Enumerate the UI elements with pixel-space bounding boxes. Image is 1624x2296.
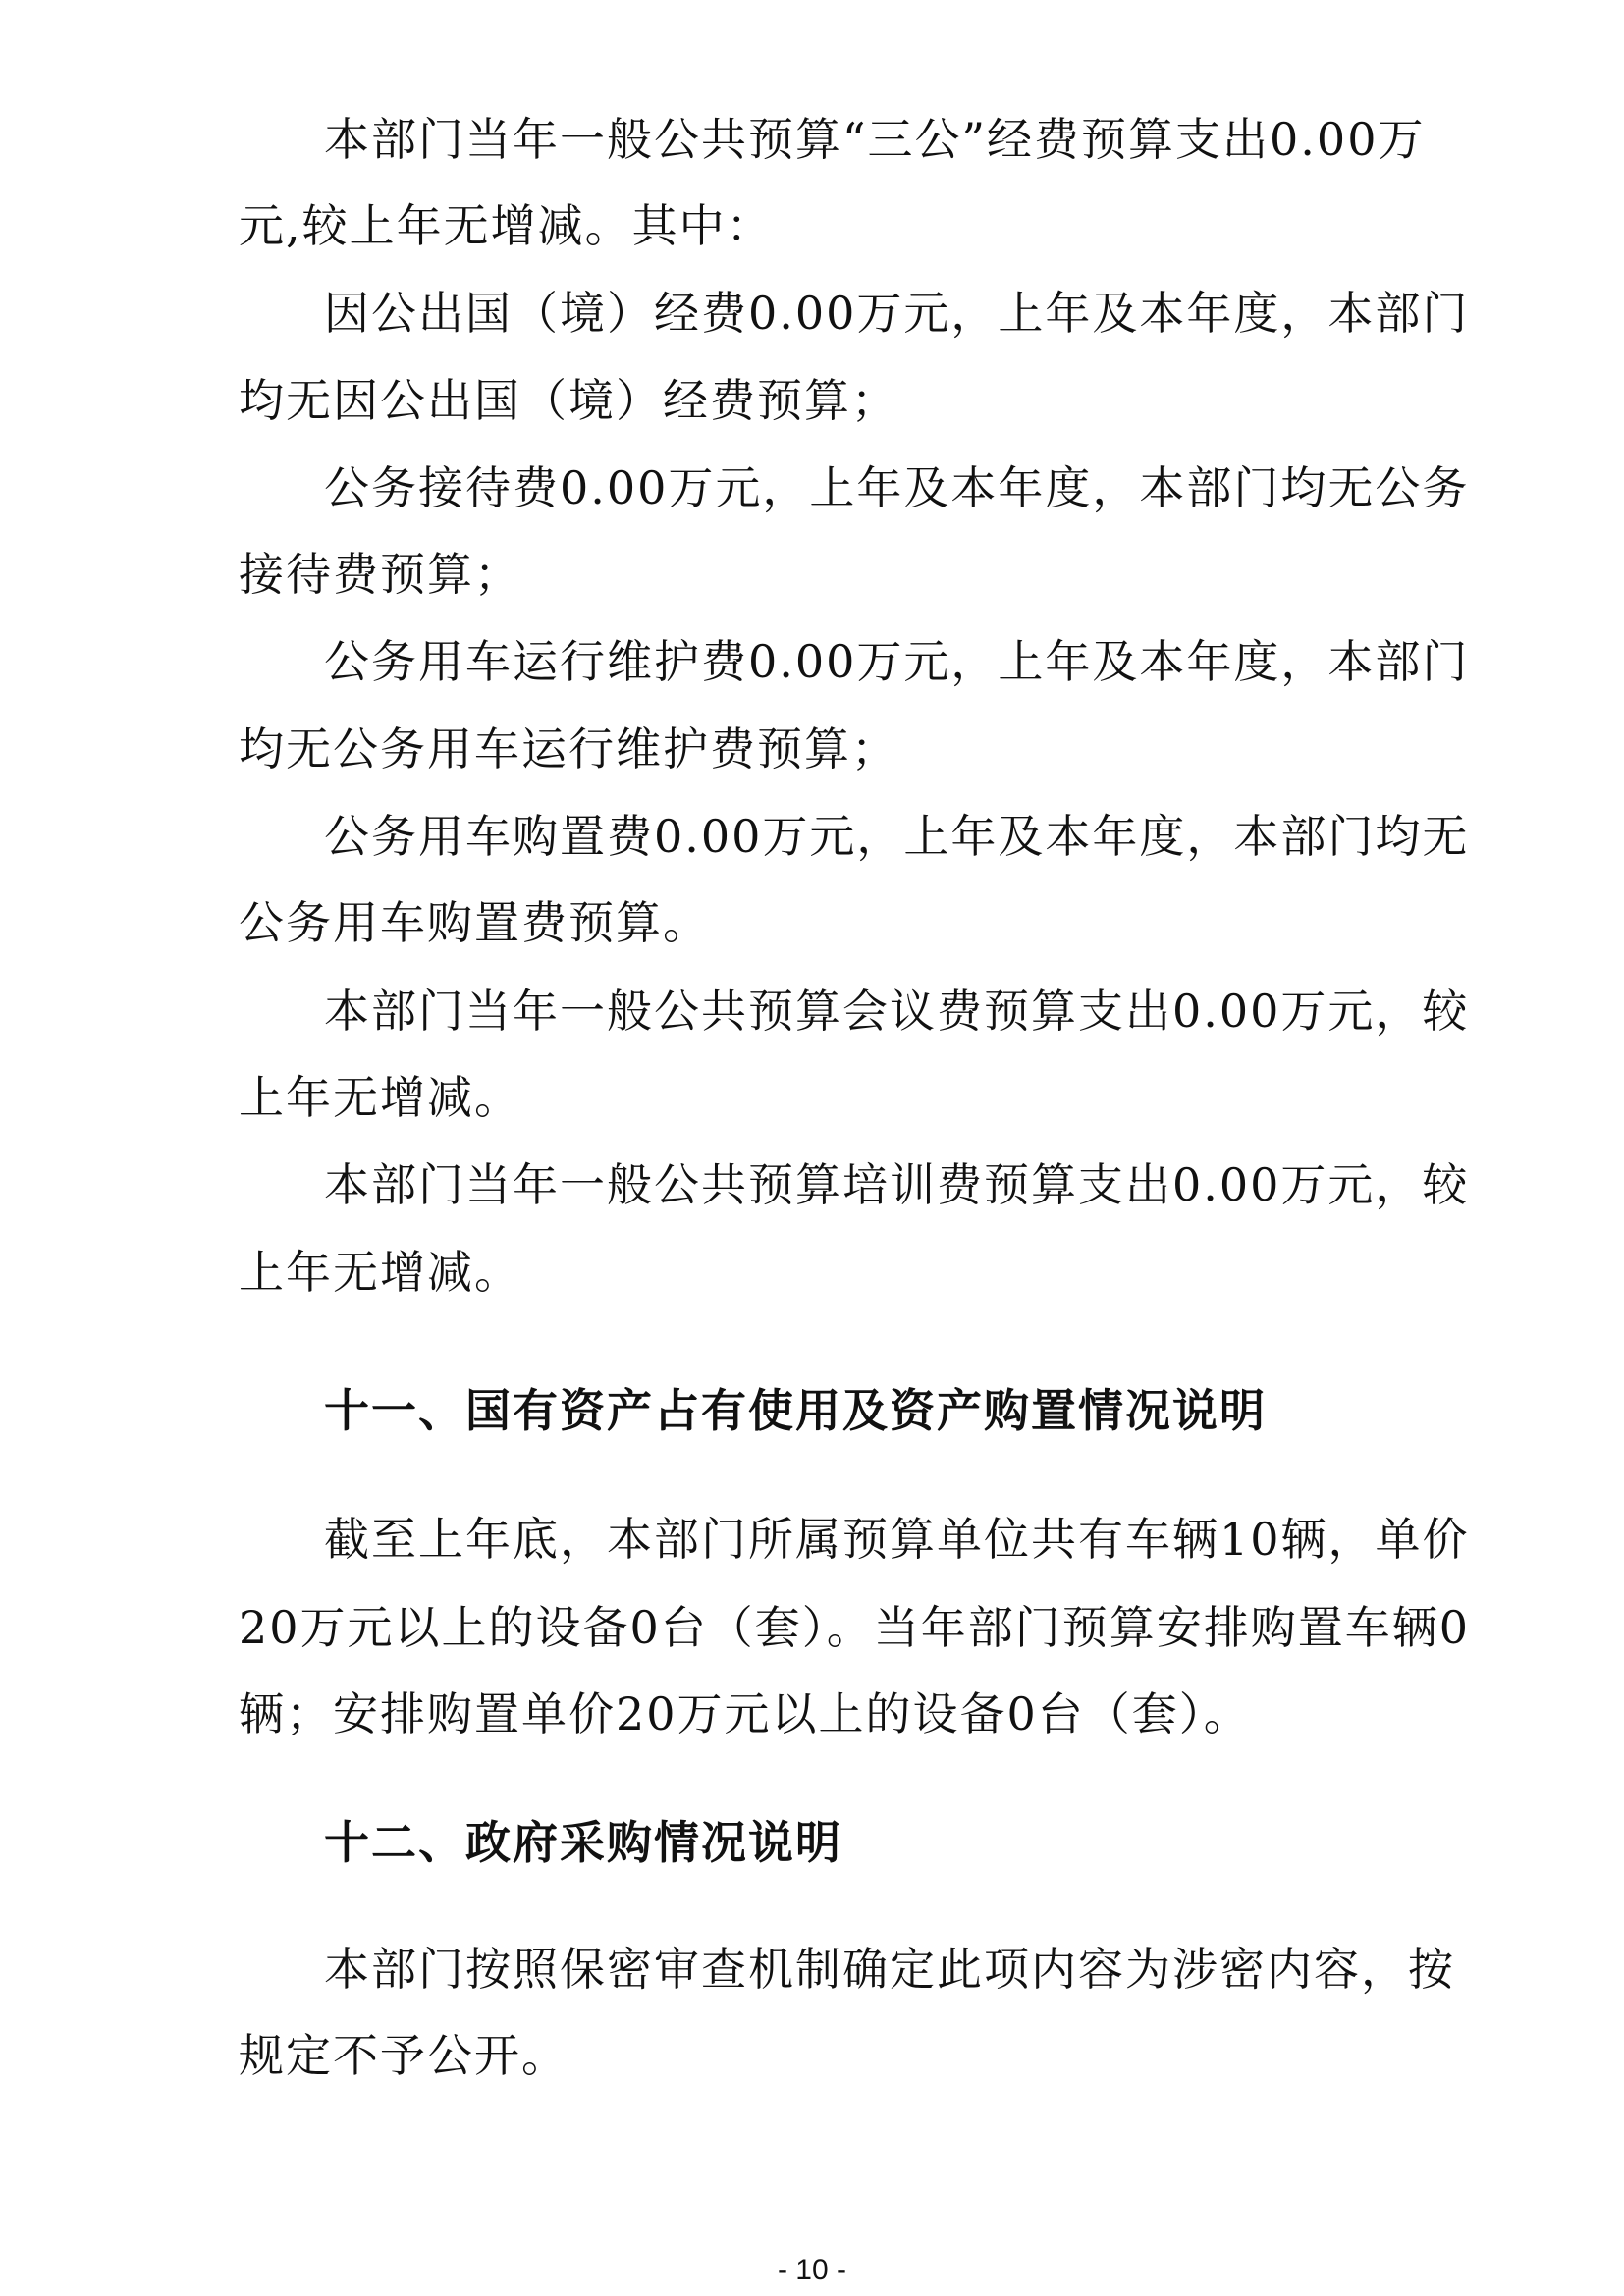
paragraph-line: 均无公务用车运行维护费预算； [239,722,898,775]
paragraph-line: 20万元以上的设备0台（套）。当年部门预算安排购置车辆0 [239,1601,1471,1654]
paragraph-line: 截至上年底，本部门所属预算单位共有车辆10辆，单价 [324,1513,1470,1566]
paragraph-line: 本部门当年一般公共预算会议费预算支出0.00万元，较 [324,985,1470,1038]
page-number: - 10 - [777,2254,847,2286]
paragraph-line: 本部门按照保密审查机制确定此项内容为涉密内容，按 [324,1943,1455,1996]
section-heading-procurement: 十二、政府采购情况说明 [324,1816,842,1869]
paragraph-line: 公务用车购置费0.00万元，上年及本年度，本部门均无 [324,810,1470,863]
paragraph-line: 公务用车购置费预算。 [239,896,710,949]
paragraph-line: 元,较上年无增减。其中： [239,199,774,252]
paragraph-line: 公务用车运行维护费0.00万元，上年及本年度，本部门 [324,635,1470,688]
paragraph-line: 本部门当年一般公共预算培训费预算支出0.00万元，较 [324,1158,1470,1211]
paragraph-line: 接待费预算； [239,548,521,601]
section-heading-assets: 十一、国有资产占有使用及资产购置情况说明 [324,1384,1267,1437]
paragraph-line: 上年无增减。 [239,1071,521,1124]
paragraph-line: 辆；安排购置单价20万元以上的设备0台（套）。 [239,1687,1251,1740]
paragraph-line: 上年无增减。 [239,1246,521,1299]
paragraph-line: 均无因公出国（境）经费预算； [239,374,898,427]
paragraph-line: 公务接待费0.00万元，上年及本年度，本部门均无公务 [324,461,1470,514]
paragraph-line: 因公出国（境）经费0.00万元，上年及本年度，本部门 [324,287,1470,340]
paragraph-line: 规定不予公开。 [239,2029,568,2082]
paragraph-line: 本部门当年一般公共预算“三公”经费预算支出0.00万 [324,113,1426,166]
